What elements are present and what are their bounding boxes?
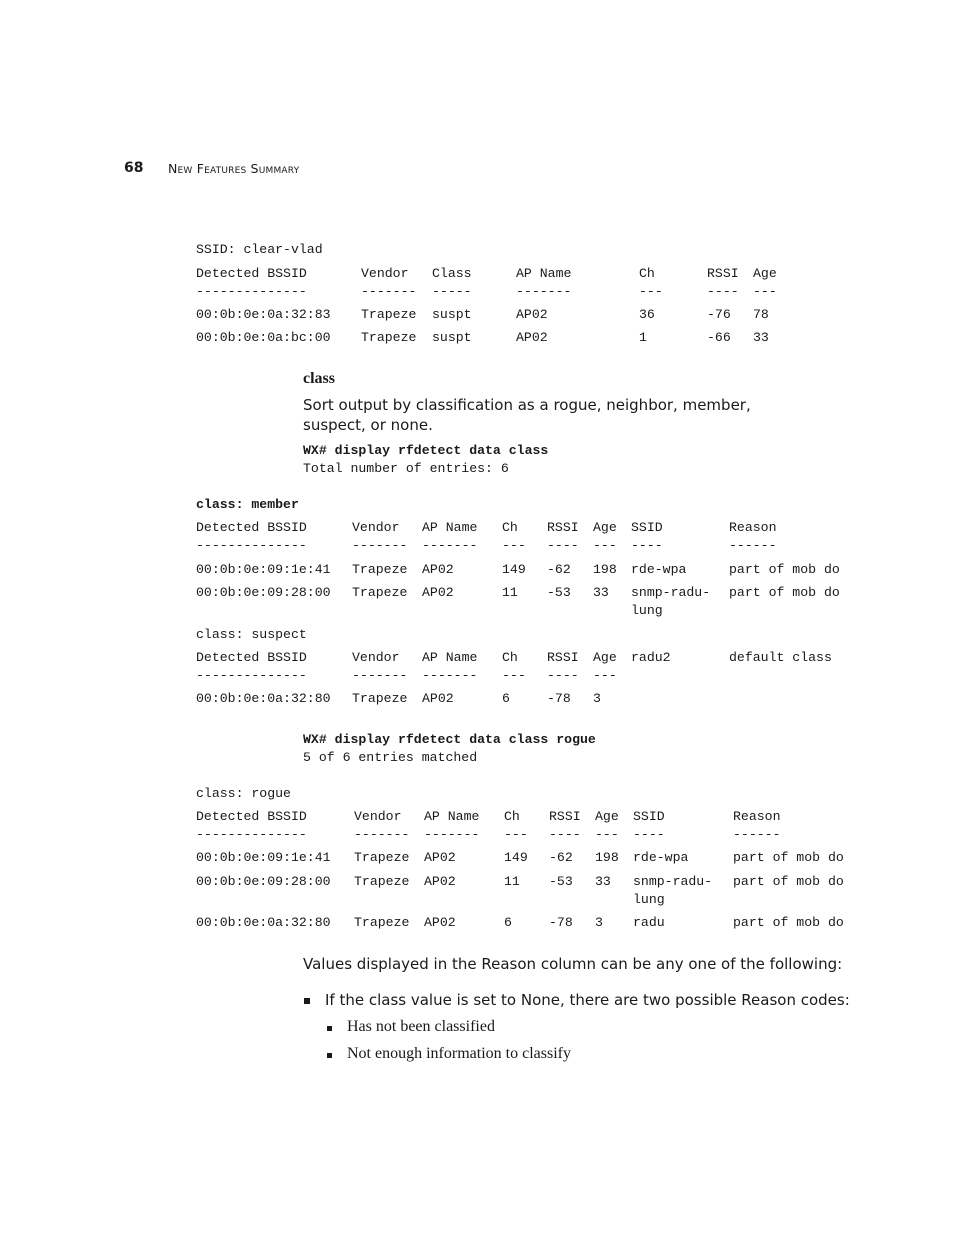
- col-header-bssid: Detected BSSID: [196, 266, 307, 281]
- dash-rule: ---: [639, 284, 663, 299]
- col-header-age: Age: [593, 650, 617, 665]
- dash-rule: ---: [504, 827, 528, 842]
- cell-ap-name: AP02: [422, 562, 454, 577]
- cell-bssid: 00:0b:0e:09:1e:41: [196, 562, 331, 577]
- cell-age: 33: [753, 330, 769, 345]
- cell-age: 78: [753, 307, 769, 322]
- cell-ch: 11: [504, 874, 520, 889]
- cell-rssi: -66: [707, 330, 731, 345]
- dash-rule: -------: [516, 284, 572, 299]
- cell-ssid-continued: lung: [633, 892, 665, 907]
- cell-age: 33: [595, 874, 611, 889]
- cell-rssi: -76: [707, 307, 731, 322]
- bullet-icon: [327, 1053, 332, 1058]
- dash-rule: ---: [502, 668, 526, 683]
- cell-ap-name: AP02: [516, 330, 548, 345]
- col-header-reason: Reason: [733, 809, 781, 824]
- cell-ch: 36: [639, 307, 655, 322]
- command-line: WX# display rfdetect data class rogue: [303, 732, 596, 747]
- col-header-ssid: radu2: [631, 650, 671, 665]
- col-header-vendor: Vendor: [361, 266, 409, 281]
- col-header-age: Age: [595, 809, 619, 824]
- class-label-suspect: class: suspect: [196, 627, 307, 642]
- cell-bssid: 00:0b:0e:0a:bc:00: [196, 330, 331, 345]
- col-header-age: Age: [593, 520, 617, 535]
- sub-bullet-text: Has not been classified: [347, 1018, 495, 1035]
- cell-ap-name: AP02: [516, 307, 548, 322]
- cell-vendor: Trapeze: [354, 915, 410, 930]
- cell-age: 33: [593, 585, 609, 600]
- dash-rule: ---: [593, 538, 617, 553]
- col-header-ssid: SSID: [631, 520, 663, 535]
- dash-rule: ------: [729, 538, 777, 553]
- cell-rssi: -62: [549, 850, 573, 865]
- cell-vendor: Trapeze: [352, 691, 408, 706]
- cell-ch: 6: [504, 915, 512, 930]
- cell-vendor: Trapeze: [361, 330, 417, 345]
- dash-rule: ---: [502, 538, 526, 553]
- cell-rssi: -62: [547, 562, 571, 577]
- cell-ap-name: AP02: [424, 915, 456, 930]
- command-output: Total number of entries: 6: [303, 461, 509, 476]
- bullet-icon: [304, 998, 310, 1004]
- bullet-text: If the class value is set to None, there are two possible Reason codes:: [325, 991, 850, 1009]
- cell-ch: 1: [639, 330, 647, 345]
- cell-bssid: 00:0b:0e:09:28:00: [196, 585, 331, 600]
- col-header-reason: default class: [729, 650, 832, 665]
- dash-rule: -------: [352, 538, 408, 553]
- dash-rule: -------: [361, 284, 417, 299]
- cell-vendor: Trapeze: [354, 874, 410, 889]
- dash-rule: ----: [547, 538, 579, 553]
- cell-ch: 6: [502, 691, 510, 706]
- class-label-rogue: class: rogue: [196, 786, 291, 801]
- ssid-line: SSID: clear-vlad: [196, 242, 323, 257]
- col-header-bssid: Detected BSSID: [196, 520, 307, 535]
- cell-age: 198: [593, 562, 617, 577]
- dash-rule: ---: [753, 284, 777, 299]
- running-header-title: New Features Summary: [168, 161, 300, 176]
- dash-rule: -------: [422, 538, 478, 553]
- cell-vendor: Trapeze: [354, 850, 410, 865]
- cell-bssid: 00:0b:0e:0a:32:80: [196, 691, 331, 706]
- col-header-vendor: Vendor: [354, 809, 402, 824]
- cell-rssi: -53: [549, 874, 573, 889]
- command-line: WX# display rfdetect data class: [303, 443, 549, 458]
- term-heading: class: [303, 370, 335, 387]
- col-header-ap-name: AP Name: [516, 266, 572, 281]
- dash-rule: -------: [424, 827, 480, 842]
- dash-rule: ----: [549, 827, 581, 842]
- dash-rule: --------------: [196, 284, 307, 299]
- cell-rssi: -78: [549, 915, 573, 930]
- cell-class: suspt: [432, 307, 472, 322]
- dash-rule: --------------: [196, 827, 307, 842]
- col-header-rssi: RSSI: [707, 266, 739, 281]
- cell-class: suspt: [432, 330, 472, 345]
- cell-ssid: snmp-radu-: [631, 585, 711, 600]
- cell-age: 198: [595, 850, 619, 865]
- cell-bssid: 00:0b:0e:09:1e:41: [196, 850, 331, 865]
- dash-rule: ---: [593, 668, 617, 683]
- col-header-vendor: Vendor: [352, 650, 400, 665]
- bullet-icon: [327, 1026, 332, 1031]
- dash-rule: ----: [707, 284, 739, 299]
- dash-rule: ------: [733, 827, 781, 842]
- col-header-bssid: Detected BSSID: [196, 809, 307, 824]
- cell-vendor: Trapeze: [361, 307, 417, 322]
- cell-bssid: 00:0b:0e:0a:32:83: [196, 307, 331, 322]
- cell-reason: part of mob do: [729, 562, 840, 577]
- dash-rule: --------------: [196, 538, 307, 553]
- cell-ch: 149: [504, 850, 528, 865]
- col-header-reason: Reason: [729, 520, 777, 535]
- dash-rule: ----: [631, 538, 663, 553]
- cell-reason: part of mob do: [733, 915, 844, 930]
- cell-ssid: rde-wpa: [633, 850, 689, 865]
- cell-vendor: Trapeze: [352, 562, 408, 577]
- col-header-ch: Ch: [504, 809, 520, 824]
- col-header-rssi: RSSI: [549, 809, 581, 824]
- cell-reason: part of mob do: [733, 874, 844, 889]
- class-label-member: class: member: [196, 497, 299, 512]
- cell-ssid: radu: [633, 915, 665, 930]
- col-header-ap-name: AP Name: [422, 520, 478, 535]
- dash-rule: -------: [352, 668, 408, 683]
- cell-ssid-continued: lung: [631, 603, 663, 618]
- col-header-rssi: RSSI: [547, 650, 579, 665]
- col-header-ssid: SSID: [633, 809, 665, 824]
- cell-ap-name: AP02: [424, 874, 456, 889]
- cell-reason: part of mob do: [729, 585, 840, 600]
- col-header-vendor: Vendor: [352, 520, 400, 535]
- dash-rule: -------: [354, 827, 410, 842]
- col-header-ap-name: AP Name: [422, 650, 478, 665]
- cell-ap-name: AP02: [422, 691, 454, 706]
- dash-rule: -----: [432, 284, 472, 299]
- col-header-ch: Ch: [502, 520, 518, 535]
- page-number: 68: [124, 160, 144, 176]
- dash-rule: ----: [547, 668, 579, 683]
- col-header-age: Age: [753, 266, 777, 281]
- col-header-ap-name: AP Name: [424, 809, 480, 824]
- col-header-class: Class: [432, 266, 472, 281]
- dash-rule: --------------: [196, 668, 307, 683]
- cell-rssi: -53: [547, 585, 571, 600]
- command-output: 5 of 6 entries matched: [303, 750, 478, 765]
- cell-ch: 149: [502, 562, 526, 577]
- col-header-ch: Ch: [502, 650, 518, 665]
- cell-bssid: 00:0b:0e:09:28:00: [196, 874, 331, 889]
- cell-vendor: Trapeze: [352, 585, 408, 600]
- cell-ssid: rde-wpa: [631, 562, 687, 577]
- sub-bullet-text: Not enough information to classify: [347, 1045, 571, 1062]
- cell-age: 3: [593, 691, 601, 706]
- cell-ssid: snmp-radu-: [633, 874, 713, 889]
- dash-rule: ---: [595, 827, 619, 842]
- dash-rule: ----: [633, 827, 665, 842]
- cell-ap-name: AP02: [422, 585, 454, 600]
- cell-bssid: 00:0b:0e:0a:32:80: [196, 915, 331, 930]
- cell-ap-name: AP02: [424, 850, 456, 865]
- dash-rule: -------: [422, 668, 478, 683]
- cell-ch: 11: [502, 585, 518, 600]
- cell-age: 3: [595, 915, 603, 930]
- col-header-rssi: RSSI: [547, 520, 579, 535]
- reason-intro: Values displayed in the Reason column can be any one of the following:: [303, 955, 843, 973]
- col-header-bssid: Detected BSSID: [196, 650, 307, 665]
- col-header-ch: Ch: [639, 266, 655, 281]
- cell-reason: part of mob do: [733, 850, 844, 865]
- term-description: Sort output by classification as a rogue, neighbor, member, suspect, or none.: [303, 396, 751, 434]
- cell-rssi: -78: [547, 691, 571, 706]
